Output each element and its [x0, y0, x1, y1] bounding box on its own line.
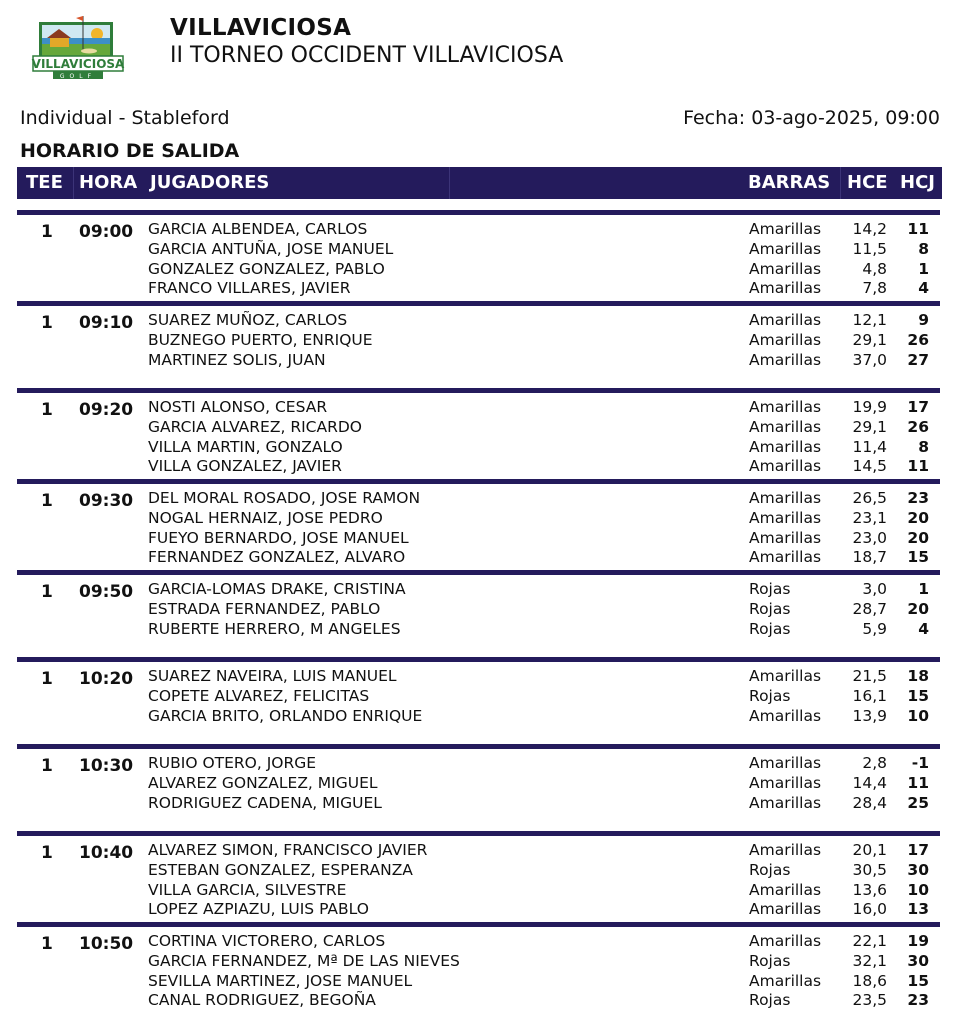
col-hcj: HCJ [900, 172, 935, 193]
tee-time: 10:20 [79, 669, 134, 689]
player-hcj: 23 [907, 991, 929, 1010]
player-name: COPETE ALVAREZ, FELICITAS [148, 686, 370, 705]
player-list [17, 836, 940, 920]
player-row [17, 841, 940, 861]
player-tees: Amarillas [749, 489, 822, 507]
player-row [17, 548, 940, 568]
player-hcj: 10 [907, 880, 929, 899]
tee-number: 1 [41, 756, 53, 776]
player-hcj: 20 [907, 599, 929, 618]
club-name: VILLAVICIOSA [170, 15, 352, 41]
player-name: CORTINA VICTORERO, CARLOS [148, 932, 386, 950]
player-hcj: 30 [907, 860, 929, 879]
player-hcj: 11 [907, 773, 929, 792]
player-hce: 16,0 [852, 900, 887, 919]
tee-time: 10:50 [79, 934, 134, 954]
player-tees: Amarillas [749, 350, 822, 369]
player-hcj: 1 [918, 259, 929, 278]
player-row [17, 529, 940, 549]
player-tees: Rojas [749, 860, 791, 879]
player-hce: 23,5 [852, 991, 887, 1010]
player-hcj: 23 [907, 489, 929, 507]
player-hcj: 18 [907, 667, 929, 685]
player-tees: Amarillas [749, 279, 822, 298]
tee-number: 1 [41, 313, 53, 333]
player-hce: 29,1 [852, 417, 887, 436]
player-name: VILLA MARTIN, GONZALO [148, 437, 343, 456]
tee-time-group [17, 744, 940, 831]
player-hcj: 17 [907, 841, 929, 859]
player-hce: 32,1 [852, 951, 887, 970]
player-hcj: 17 [907, 398, 929, 416]
player-name: GARCIA BRITO, ORLANDO ENRIQUE [148, 706, 423, 725]
col-hora: HORA [79, 172, 138, 193]
player-tees: Rojas [749, 951, 791, 970]
player-hce: 23,0 [852, 528, 887, 547]
player-row [17, 331, 940, 351]
player-hce: 28,7 [852, 599, 887, 618]
tee-number: 1 [41, 669, 53, 689]
player-tees: Amarillas [749, 667, 822, 685]
player-tees: Amarillas [749, 330, 822, 349]
player-row [17, 667, 940, 687]
player-name: NOSTI ALONSO, CESAR [148, 398, 328, 416]
player-hcj: 26 [907, 330, 929, 349]
player-tees: Amarillas [749, 548, 822, 567]
player-row [17, 489, 940, 509]
tee-time: 10:30 [79, 756, 134, 776]
modality: Individual - Stableford [20, 107, 230, 129]
player-tees: Amarillas [749, 880, 822, 899]
player-row [17, 774, 940, 794]
player-hce: 2,8 [862, 754, 887, 772]
player-tees: Amarillas [749, 220, 822, 238]
player-row [17, 580, 940, 600]
player-hce: 5,9 [862, 619, 887, 638]
tee-time: 09:10 [79, 313, 134, 333]
player-hce: 23,1 [852, 508, 887, 527]
player-hcj: 15 [907, 971, 929, 990]
player-name: RODRIGUEZ CADENA, MIGUEL [148, 793, 382, 812]
player-list [17, 575, 940, 639]
player-hcj: 19 [907, 932, 929, 950]
player-row [17, 620, 940, 640]
date-time: Fecha: 03-ago-2025, 09:00 [683, 107, 940, 129]
player-tees: Amarillas [749, 457, 822, 476]
svg-text:VILLAVICIOSA: VILLAVICIOSA [31, 57, 125, 71]
player-hce: 14,4 [852, 773, 887, 792]
player-hcj: 30 [907, 951, 929, 970]
player-row [17, 794, 940, 814]
player-name: LOPEZ AZPIAZU, LUIS PABLO [148, 900, 369, 919]
player-name: GARCIA FERNANDEZ, Mª DE LAS NIEVES [148, 951, 460, 970]
player-tees: Rojas [749, 619, 791, 638]
player-hce: 18,7 [852, 548, 887, 567]
player-hce: 11,4 [852, 437, 887, 456]
player-hcj: 1 [918, 580, 929, 598]
player-row [17, 351, 940, 371]
player-list [17, 484, 940, 568]
player-name: GONZALEZ GONZALEZ, PABLO [148, 259, 385, 278]
player-name: NOGAL HERNAIZ, JOSE PEDRO [148, 508, 383, 527]
player-row [17, 509, 940, 529]
player-hcj: 25 [907, 793, 929, 812]
player-name: FERNANDEZ GONZALEZ, ALVARO [148, 548, 406, 567]
tee-number: 1 [41, 582, 53, 602]
player-row [17, 260, 940, 280]
player-hce: 20,1 [852, 841, 887, 859]
player-hcj: 8 [918, 437, 929, 456]
player-name: ALVAREZ GONZALEZ, MIGUEL [148, 773, 378, 792]
player-hce: 11,5 [852, 239, 887, 258]
column-divider [840, 167, 841, 199]
player-hcj: 15 [907, 686, 929, 705]
player-list [17, 662, 940, 726]
player-row [17, 457, 940, 477]
player-tees: Amarillas [749, 417, 822, 436]
player-hcj: 15 [907, 548, 929, 567]
player-name: GARCIA ALBENDEA, CARLOS [148, 220, 368, 238]
col-jugadores: JUGADORES [150, 172, 270, 193]
table-header [17, 167, 942, 199]
player-row [17, 952, 940, 972]
player-hcj: 26 [907, 417, 929, 436]
player-tees: Amarillas [749, 773, 822, 792]
player-hcj: 13 [907, 900, 929, 919]
svg-text:GOLF: GOLF [59, 73, 97, 80]
player-list [17, 927, 940, 1011]
player-tees: Rojas [749, 686, 791, 705]
player-tees: Amarillas [749, 841, 822, 859]
player-row [17, 972, 940, 992]
tee-number: 1 [41, 222, 53, 242]
player-hcj: 11 [907, 457, 929, 476]
player-name: FRANCO VILLARES, JAVIER [148, 279, 351, 298]
player-tees: Amarillas [749, 971, 822, 990]
player-hcj: 4 [918, 619, 929, 638]
player-name: GARCIA-LOMAS DRAKE, CRISTINA [148, 580, 406, 598]
tee-time-group [17, 570, 940, 657]
player-hcj: -1 [911, 754, 929, 772]
player-list [17, 749, 940, 813]
player-hce: 28,4 [852, 793, 887, 812]
tee-time-group [17, 657, 940, 744]
villaviciosa-golf-logo [31, 12, 125, 80]
col-barras: BARRAS [748, 172, 831, 193]
player-tees: Amarillas [749, 398, 822, 416]
player-hce: 4,8 [862, 259, 887, 278]
player-tees: Rojas [749, 991, 791, 1010]
player-row [17, 438, 940, 458]
player-hce: 13,9 [852, 706, 887, 725]
player-tees: Amarillas [749, 706, 822, 725]
player-row [17, 418, 940, 438]
player-hce: 37,0 [852, 350, 887, 369]
player-hce: 13,6 [852, 880, 887, 899]
player-tees: Amarillas [749, 259, 822, 278]
player-list [17, 306, 940, 370]
player-list [17, 215, 940, 299]
tee-time-group [17, 388, 940, 479]
tee-time-group [17, 922, 940, 1013]
player-hce: 22,1 [852, 932, 887, 950]
player-row [17, 707, 940, 727]
tee-number: 1 [41, 934, 53, 954]
player-tees: Amarillas [749, 793, 822, 812]
player-hce: 12,1 [852, 311, 887, 329]
player-row [17, 311, 940, 331]
player-name: VILLA GARCIA, SILVESTRE [148, 880, 347, 899]
player-row [17, 600, 940, 620]
tee-time-group [17, 301, 940, 388]
tee-time: 09:30 [79, 491, 134, 511]
player-hce: 3,0 [862, 580, 887, 598]
tee-time: 09:50 [79, 582, 134, 602]
tee-time: 10:40 [79, 843, 134, 863]
player-hce: 14,2 [852, 220, 887, 238]
player-name: FUEYO BERNARDO, JOSE MANUEL [148, 528, 409, 547]
player-list [17, 393, 940, 477]
player-row [17, 881, 940, 901]
player-tees: Amarillas [749, 239, 822, 258]
player-hcj: 4 [918, 279, 929, 298]
tee-number: 1 [41, 400, 53, 420]
tee-number: 1 [41, 491, 53, 511]
tee-time: 09:00 [79, 222, 134, 242]
player-hcj: 20 [907, 508, 929, 527]
player-row [17, 279, 940, 299]
player-row [17, 687, 940, 707]
player-tees: Amarillas [749, 508, 822, 527]
player-hcj: 11 [907, 220, 929, 238]
player-hce: 16,1 [852, 686, 887, 705]
tee-time: 09:20 [79, 400, 134, 420]
player-row [17, 754, 940, 774]
player-tees: Amarillas [749, 754, 822, 772]
player-row [17, 398, 940, 418]
player-row [17, 932, 940, 952]
player-tees: Amarillas [749, 528, 822, 547]
column-divider [449, 167, 450, 199]
player-tees: Amarillas [749, 437, 822, 456]
player-hce: 7,8 [862, 279, 887, 298]
col-hce: HCE [847, 172, 888, 193]
tee-time-group [17, 479, 940, 570]
player-name: SUAREZ NAVEIRA, LUIS MANUEL [148, 667, 397, 685]
player-name: GARCIA ANTUÑA, JOSE MANUEL [148, 239, 394, 258]
player-hce: 18,6 [852, 971, 887, 990]
player-name: RUBERTE HERRERO, M ANGELES [148, 619, 401, 638]
player-name: SEVILLA MARTINEZ, JOSE MANUEL [148, 971, 413, 990]
player-name: BUZNEGO PUERTO, ENRIQUE [148, 330, 373, 349]
player-row [17, 861, 940, 881]
player-tees: Amarillas [749, 311, 822, 329]
player-hcj: 20 [907, 528, 929, 547]
col-tee: TEE [26, 172, 63, 193]
player-tees: Amarillas [749, 900, 822, 919]
tee-number: 1 [41, 843, 53, 863]
player-name: SUAREZ MUÑOZ, CARLOS [148, 311, 348, 329]
player-tees: Amarillas [749, 932, 822, 950]
player-name: ALVAREZ SIMON, FRANCISCO JAVIER [148, 841, 428, 859]
player-hcj: 27 [907, 350, 929, 369]
player-name: GARCIA ALVAREZ, RICARDO [148, 417, 362, 436]
player-tees: Rojas [749, 599, 791, 618]
section-title: HORARIO DE SALIDA [20, 140, 240, 162]
tee-time-group [17, 831, 940, 922]
tournament-name: II TORNEO OCCIDENT VILLAVICIOSA [170, 43, 564, 68]
tee-time-groups [17, 210, 940, 1013]
player-hce: 21,5 [852, 667, 887, 685]
column-divider [73, 167, 74, 199]
tee-time-group [17, 210, 940, 301]
player-row [17, 220, 940, 240]
player-hcj: 8 [918, 239, 929, 258]
player-row [17, 991, 940, 1011]
player-name: MARTINEZ SOLIS, JUAN [148, 350, 326, 369]
player-hce: 29,1 [852, 330, 887, 349]
player-tees: Rojas [749, 580, 791, 598]
player-name: DEL MORAL ROSADO, JOSE RAMON [148, 489, 421, 507]
player-hce: 30,5 [852, 860, 887, 879]
player-hce: 19,9 [852, 398, 887, 416]
player-name: RUBIO OTERO, JORGE [148, 754, 317, 772]
player-name: ESTEBAN GONZALEZ, ESPERANZA [148, 860, 413, 879]
player-name: ESTRADA FERNANDEZ, PABLO [148, 599, 381, 618]
player-row [17, 900, 940, 920]
player-hcj: 10 [907, 706, 929, 725]
player-name: VILLA GONZALEZ, JAVIER [148, 457, 342, 476]
player-hcj: 9 [918, 311, 929, 329]
player-hce: 14,5 [852, 457, 887, 476]
player-name: CANAL RODRIGUEZ, BEGOÑA [148, 991, 376, 1010]
player-hce: 26,5 [852, 489, 887, 507]
player-row [17, 240, 940, 260]
